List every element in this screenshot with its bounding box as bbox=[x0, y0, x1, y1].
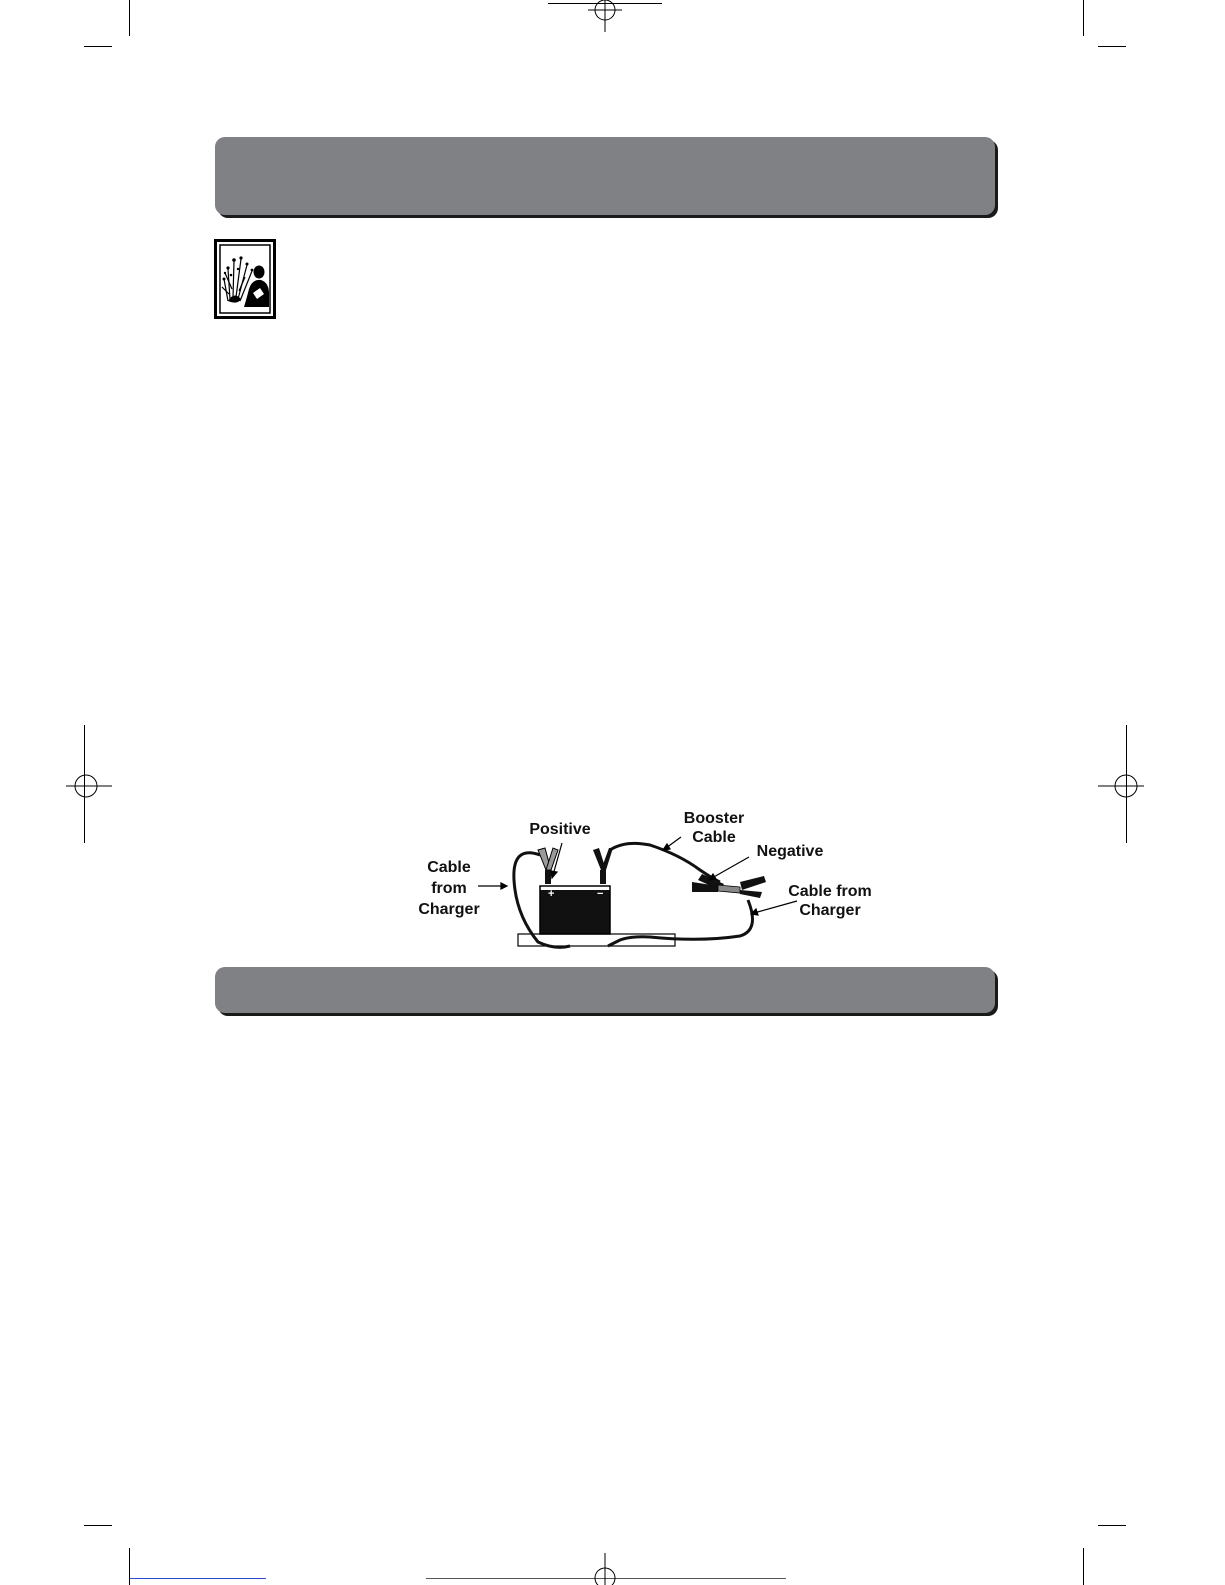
label-left-line3: Charger bbox=[418, 901, 480, 918]
label-positive bbox=[518, 820, 602, 839]
registration-mark-right-icon bbox=[1098, 766, 1146, 806]
crop-mark-top-right-horizontal bbox=[1098, 46, 1126, 47]
label-left-line1: Cable bbox=[427, 859, 471, 876]
label-cable-from-charger-left bbox=[409, 857, 489, 920]
explosion-hazard-icon bbox=[214, 239, 276, 319]
label-cable-from-charger-right bbox=[780, 882, 880, 920]
crop-mark-top-left-vertical bbox=[129, 0, 130, 36]
right-charger-cable bbox=[608, 900, 753, 946]
label-positive-text: Positive bbox=[529, 821, 591, 838]
registration-mark-bottom-icon bbox=[586, 1553, 624, 1585]
negative-terminal-symbol: − bbox=[597, 888, 604, 900]
header-bar bbox=[215, 137, 995, 215]
label-negative-text: Negative bbox=[756, 843, 824, 860]
booster-cable-diagram bbox=[400, 800, 900, 960]
section-bar bbox=[215, 967, 995, 1013]
negative-clamp-pair bbox=[692, 874, 766, 898]
crop-mark-bottom-left-vertical bbox=[129, 1548, 130, 1585]
registration-mark-top-icon bbox=[586, 0, 624, 32]
crop-mark-top-left-horizontal bbox=[84, 46, 112, 47]
crop-mark-bottom-left-horizontal bbox=[84, 1525, 112, 1526]
label-left-line2: from bbox=[431, 880, 467, 897]
positive-terminal-symbol: + bbox=[548, 888, 555, 900]
battery-negative-clamp bbox=[593, 848, 613, 884]
crop-mark-bottom-right-vertical bbox=[1083, 1548, 1084, 1585]
crop-mark-bottom-right-horizontal bbox=[1098, 1525, 1126, 1526]
crop-mark-top-right-vertical bbox=[1083, 0, 1084, 36]
slug-underline bbox=[130, 1578, 266, 1579]
arrow-negative bbox=[712, 857, 749, 878]
label-booster-line1: Booster bbox=[683, 810, 745, 827]
label-right-line1: Cable from bbox=[788, 883, 872, 900]
label-right-line2: Charger bbox=[799, 902, 861, 919]
label-negative bbox=[745, 842, 835, 861]
registration-mark-left-icon bbox=[66, 766, 114, 806]
label-booster-line2: Cable bbox=[692, 829, 736, 846]
